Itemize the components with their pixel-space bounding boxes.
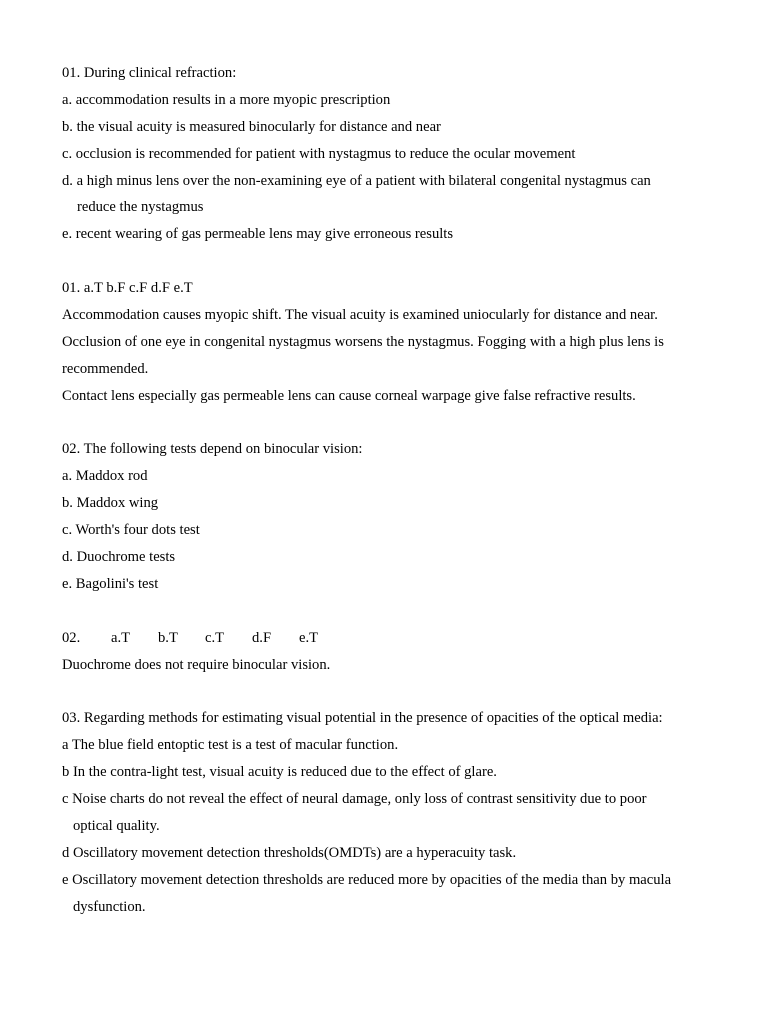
q2-option-b: b. Maddox wing — [62, 495, 159, 512]
q2-answer-b: b.T — [158, 629, 178, 646]
q1-explanation-1: Accommodation causes myopic shift. The visual acuity is examined uniocularly for distance and near. — [62, 307, 658, 324]
q3-option-d: d Oscillatory movement detection thresholds(OMDTs) are a hyperacuity task. — [62, 844, 517, 861]
spacer — [62, 248, 742, 275]
q2-answer-a: a.T — [111, 629, 131, 646]
q2-answer-number: 02. — [62, 629, 81, 646]
q1-option-c: c. occlusion is recommended for patient with nystagmus to reduce the ocular movement — [62, 145, 576, 162]
q1-explanation-4: Contact lens especially gas permeable lens can cause corneal warpage give false refractive results. — [62, 387, 636, 404]
q1-option-d: d. a high minus lens over the non-examining eye of a patient with bilateral congenital nystagmus can — [62, 172, 651, 189]
document-page — [62, 60, 742, 921]
q3-option-b: b In the contra-light test, visual acuity is reduced due to the effect of glare. — [62, 764, 497, 781]
q2-option-c: c. Worth's four dots test — [62, 522, 200, 539]
q2-question: 02. The following tests depend on binocular vision: — [62, 441, 363, 458]
q1-option-a: a. accommodation results in a more myopic prescription — [62, 91, 391, 108]
q2-answer-d: d.F — [252, 629, 272, 646]
q1-option-b: b. the visual acuity is measured binocularly for distance and near — [62, 118, 441, 135]
q3-option-e: e Oscillatory movement detection thresholds are reduced more by opacities of the media than by macula — [62, 871, 672, 888]
q2-answer-e: e.T — [299, 629, 319, 646]
q1-option-e: e. recent wearing of gas permeable lens may give erroneous results — [62, 226, 454, 243]
spacer — [62, 678, 742, 705]
q3-option-c-continued: optical quality. — [73, 817, 160, 834]
q1-explanation-3: recommended. — [62, 360, 149, 377]
q3-question: 03. Regarding methods for estimating visual potential in the presence of opacities of the optical media: — [62, 710, 663, 727]
q2-answer-c: c.T — [205, 629, 225, 646]
q2-option-a: a. Maddox rod — [62, 468, 148, 485]
q1-answer: 01. a.T b.F c.F d.F e.T — [62, 280, 193, 297]
q2-answer — [62, 625, 742, 652]
q3-option-e-continued: dysfunction. — [73, 898, 146, 915]
q2-option-d: d. Duochrome tests — [62, 549, 176, 566]
q1-option-d-continued: reduce the nystagmus — [77, 199, 204, 216]
q2-option-e: e. Bagolini's test — [62, 575, 159, 592]
spacer — [62, 410, 742, 437]
q3-option-a: a The blue field entoptic test is a test of macular function. — [62, 737, 399, 754]
q3-option-c: c Noise charts do not reveal the effect of neural damage, only loss of contrast sensitivity due to poor — [62, 791, 647, 808]
q1-explanation-2: Occlusion of one eye in congenital nystagmus worsens the nystagmus. Fogging with a high plus lens is — [62, 333, 664, 350]
q1-question: 01. During clinical refraction: — [62, 65, 237, 81]
spacer — [62, 598, 742, 625]
q2-explanation: Duochrome does not require binocular vision. — [62, 656, 331, 673]
